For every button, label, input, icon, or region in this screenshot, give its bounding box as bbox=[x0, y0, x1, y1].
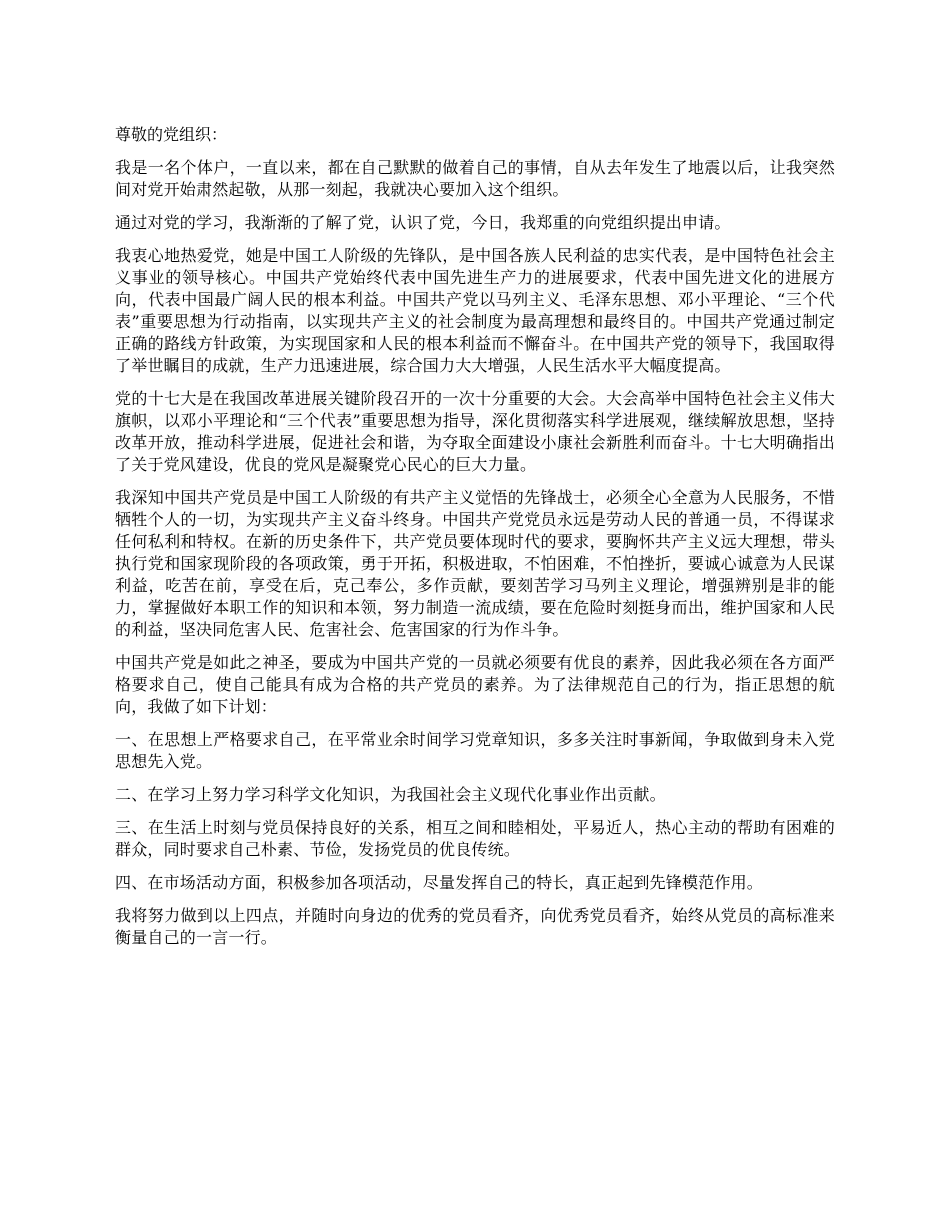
paragraph-4: 党的十七大是在我国改革进展关键阶段召开的一次十分重要的大会。大会高举中国特色社会主义伟大旗帜，以邓小平理论和“三个代表”重要思想为指导，深化贯彻落实科学进展观，继续解放思想，坚持改革开放，推动科学进展，促进社会和谐，为夺取全面建设小康社会新胜利而奋斗。十七大明确指出了关于党风建设，优良的党风是凝聚党心民心的巨大力量。 bbox=[115, 389, 835, 474]
paragraph-2: 通过对党的学习，我渐渐的了解了党，认识了党，今日，我郑重的向党组织提出申请。 bbox=[115, 213, 731, 232]
salutation: 尊敬的党组织： bbox=[115, 125, 228, 144]
paragraph-5: 我深知中国共产党员是中国工人阶级的有共产主义觉悟的先锋战士，必须全心全意为人民服务，不惜牺牲个人的一切，为实现共产主义奋斗终身。中国共产党党员永远是劳动人民的普通一员，不得谋求任何私利和特权。在新的历史条件下，共产党员要体现时代的要求，要胸怀共产主义远大理想，带头执行党和国家现阶段的各项政策，勇于开拓，积极进取，不怕困难，不怕挫折，要诚心诚意为人民谋利益，吃苦在前，享受在后，克己奉公，多作贡献，要刻苦学习马列主义理论，增强辨别是非的能力，掌握做好本职工作的知识和本领，努力制造一流成绩，要在危险时刻挺身而出，维护国家和人民的利益，坚决同危害人民、危害社会、危害国家的行为作斗争。 bbox=[115, 488, 835, 639]
plan-item-2: 二、在学习上努力学习科学文化知识，为我国社会主义现代化事业作出贡献。 bbox=[115, 785, 666, 804]
plan-item-1: 一、在思想上严格要求自己，在平常业余时间学习党章知识，多多关注时事新闻，争取做到身未入党思想先入党。 bbox=[115, 730, 835, 771]
paragraph-1: 我是一名个体户，一直以来，都在自己默默的做着自己的事情，自从去年发生了地震以后，让我突然间对党开始肃然起敬，从那一刻起，我就决心要加入这个组织。 bbox=[115, 158, 835, 199]
plan-item-3: 三、在生活上时刻与党员保持良好的关系，相互之间和睦相处，平易近人，热心主动的帮助有困难的群众，同时要求自己朴素、节俭，发扬党员的优良传统。 bbox=[115, 818, 835, 859]
paragraph-3: 我衷心地热爱党，她是中国工人阶级的先锋队，是中国各族人民利益的忠实代表，是中国特色社会主义事业的领导核心。中国共产党始终代表中国先进生产力的进展要求，代表中国先进文化的进展方向，代表中国最广阔人民的根本利益。中国共产党以马列主义、毛泽东思想、邓小平理论、“三个代表”重要思想为行动指南，以实现共产主义的社会制度为最高理想和最终目的。中国共产党通过制定正确的路线方针政策，为实现国家和人民的根本利益而不懈奋斗。在中国共产党的领导下，我国取得了举世瞩目的成就，生产力迅速进展，综合国力大大增强，人民生活水平大幅度提高。 bbox=[115, 246, 835, 375]
plan-item-4: 四、在市场活动方面，积极参加各项活动，尽量发挥自己的特长，真正起到先锋模范作用。 bbox=[115, 873, 764, 892]
closing-paragraph: 我将努力做到以上四点，并随时向身边的优秀的党员看齐，向优秀党员看齐，始终从党员的高标准来衡量自己的一言一行。 bbox=[115, 906, 835, 947]
paragraph-6: 中国共产党是如此之神圣，要成为中国共产党的一员就必须要有优良的素养，因此我必须在各方面严格要求自己，使自己能具有成为合格的共产党员的素养。为了法律规范自己的行为，指正思想的航向，我做了如下计划： bbox=[115, 653, 835, 716]
document-page bbox=[115, 124, 835, 960]
